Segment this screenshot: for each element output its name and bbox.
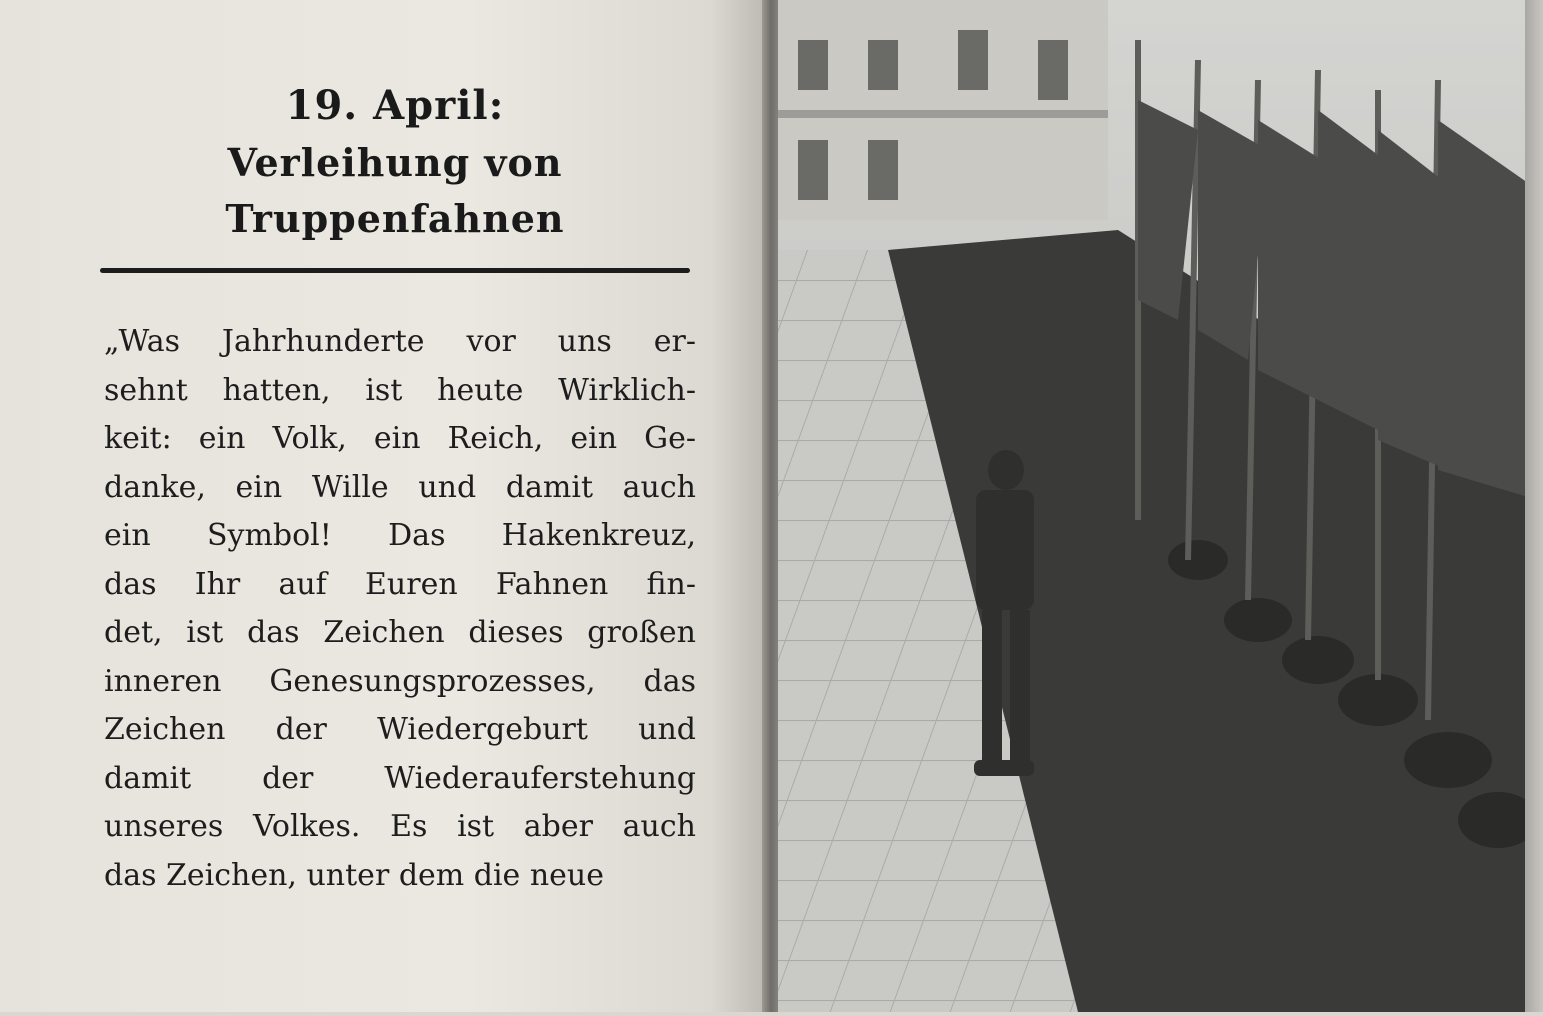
flag-ceremony-photo [778, 0, 1543, 1012]
text-line: det, ist das Zeichen dieses großen [104, 615, 696, 650]
text-line: danke, ein Wille und damit auch [104, 469, 696, 505]
text-line: Zeichen der Wiedergeburt und [104, 712, 696, 747]
page-title-line-3: Truppenfahnen [225, 196, 565, 241]
text-line: das Ihr auf Euren Fahnen fin- [104, 566, 696, 602]
text-line: damit der Wiederauferstehung [104, 760, 696, 796]
background-building [778, 0, 1108, 220]
text-line: sehnt hatten, ist heute Wirklich- [104, 372, 696, 408]
left-page [0, 0, 772, 1012]
text-line: unseres Volkes. Es ist aber auch [104, 809, 696, 844]
text-line: ein Symbol! Das Hakenkreuz, [104, 518, 696, 553]
page-title-date: 19. April: [285, 82, 505, 129]
body-text [104, 318, 696, 900]
right-page-photo [778, 0, 1543, 1012]
text-line: inneren Genesungsprozesses, das [104, 663, 696, 699]
page-edge [1525, 0, 1543, 1012]
text-line: das Zeichen, unter dem die neue [104, 857, 604, 893]
title-divider [100, 268, 690, 273]
text-line: keit: ein Volk, ein Reich, ein Ge- [104, 421, 696, 456]
text-line: „Was Jahrhunderte vor uns er- [104, 324, 696, 359]
page-title-line-2: Verleihung von [227, 140, 563, 185]
